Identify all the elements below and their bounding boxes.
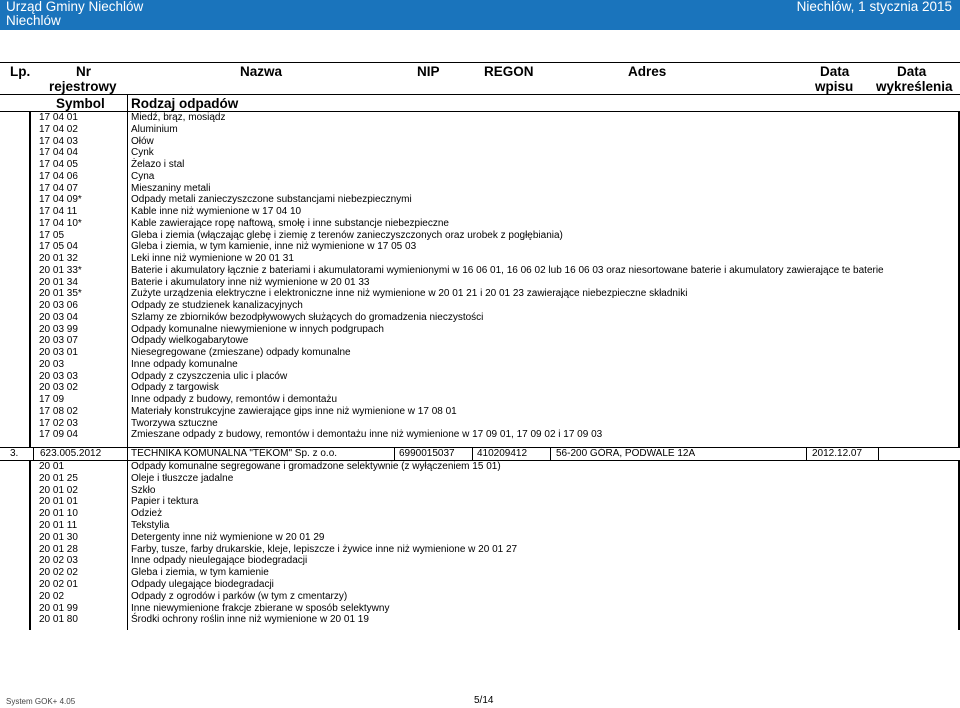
waste-row	[0, 579, 960, 591]
place-date-text: Niechlów, 1 stycznia 2015	[796, 0, 952, 14]
column-adres: Adres	[628, 64, 667, 79]
waste-name: Tekstylia	[131, 520, 170, 531]
entry-divider-6	[806, 447, 807, 460]
entry-nr-rejestrowy: 623.005.2012	[40, 448, 102, 459]
waste-name: Odpady komunalne segregowane i gromadzone selektywnie (z wyłączeniem 15 01)	[131, 461, 501, 472]
waste-row	[0, 359, 960, 371]
waste-code: 17 04 06	[39, 170, 78, 182]
waste-name: Leki inne niż wymienione w 20 01 31	[131, 253, 294, 264]
waste-name: Farby, tusze, farby drukarskie, kleje, lepiszcze i żywice inne niż wymienione w 20 01 27	[131, 543, 518, 555]
waste-name: Żelazo i stal	[131, 159, 185, 170]
waste-name: Szlamy ze zbiorników bezodpływowych służących do gromadzenia nieczystości	[131, 311, 484, 323]
waste-name: Gleba i ziemia (włączając glebę i ziemię z terenów zanieczyszczonych oraz urobek z pogłębiania)	[131, 229, 563, 241]
waste-row	[0, 253, 960, 265]
entry-adres: 56-200 GÓRA, PODWALE 12A	[556, 448, 696, 459]
waste-code: 20 03 99	[39, 323, 78, 335]
waste-code: 20 01 35*	[39, 288, 82, 300]
waste-name: Baterie i akumulatory inne niż wymienione w 20 01 33	[131, 276, 370, 288]
waste-row	[0, 382, 960, 394]
waste-row	[0, 183, 960, 195]
waste-row	[0, 614, 960, 626]
waste-code: 20 01 02	[39, 484, 78, 496]
column-data-wpisu-line2: wpisu	[815, 79, 854, 94]
waste-row	[0, 124, 960, 136]
entry-data-wpisu: 2012.12.07	[812, 448, 863, 459]
page-number: 5/14	[474, 695, 494, 706]
waste-name: Oleje i tłuszcze jadalne	[131, 472, 234, 484]
waste-name: Szkło	[131, 484, 156, 496]
waste-code: 17 04 03	[39, 135, 78, 147]
waste-code: 20 01 30	[39, 531, 78, 543]
waste-code: 20 02	[39, 590, 65, 602]
waste-row	[0, 429, 960, 441]
waste-name: Baterie i akumulatory łącznie z bateriami i akumulatorami wymienionymi w 16 06 01, 16 06 02 lub 16 06 03 oraz niesortowane baterie i akumulatory zawierające te baterie	[131, 264, 884, 276]
waste-name: Inne odpady komunalne	[131, 358, 238, 370]
waste-name: Cynk	[131, 147, 154, 159]
waste-name: Cyna	[131, 170, 155, 182]
waste-name: Ołów	[131, 135, 154, 147]
waste-row	[0, 461, 960, 473]
waste-code: 17 04 04	[39, 147, 78, 159]
office-name-line1: Urząd Gminy Niechlów	[6, 0, 144, 14]
waste-name: Odpady ze studzienek kanalizacyjnych	[131, 300, 303, 311]
waste-row	[0, 394, 960, 406]
waste-code: 20 03 01	[39, 347, 78, 358]
waste-code: 17 08 02	[39, 405, 78, 417]
waste-row	[0, 300, 960, 312]
waste-code: 20 03 07	[39, 335, 78, 347]
waste-code: 20 01 10	[39, 508, 78, 520]
waste-name: Kable zawierające ropę naftową, smołę i inne substancje niebezpieczne	[131, 217, 449, 229]
waste-code: 17 04 05	[39, 159, 78, 170]
entry-nip: 6990015037	[399, 448, 455, 459]
waste-row	[0, 230, 960, 242]
header-mid-rule	[0, 94, 960, 95]
waste-code: 20 01 33*	[39, 264, 82, 276]
waste-code: 17 04 02	[39, 123, 78, 135]
waste-name: Odpady ulegające biodegradacji	[131, 579, 274, 590]
waste-row	[0, 206, 960, 218]
waste-row	[0, 136, 960, 148]
waste-name: Odpady z ogrodów i parków (w tym z cmentarzy)	[131, 590, 348, 602]
waste-row	[0, 112, 960, 124]
waste-row	[0, 508, 960, 520]
waste-name: Inne odpady nieulegające biodegradacji	[131, 555, 308, 567]
waste-name: Materiały konstrukcyjne zawierające gips inne niż wymienione w 17 08 01	[131, 405, 457, 417]
waste-row	[0, 371, 960, 383]
waste-code: 17 04 07	[39, 182, 78, 194]
waste-code: 20 03 02	[39, 382, 78, 394]
waste-code: 20 02 02	[39, 567, 78, 579]
waste-name: Kable inne niż wymienione w 17 04 10	[131, 206, 302, 217]
waste-code: 20 01 80	[39, 614, 78, 626]
waste-name: Zmieszane odpady z budowy, remontów i demontażu inne niż wymienione w 17 09 01, 17 09 02 i 17 09 03	[131, 429, 603, 441]
waste-row	[0, 171, 960, 183]
entry-lp: 3.	[10, 448, 19, 459]
waste-code: 20 01 25	[39, 472, 78, 484]
waste-name: Inne niewymienione frakcje zbierane w sposób selektywny	[131, 602, 390, 614]
waste-code: 20 03 03	[39, 370, 78, 382]
entry-divider-4	[472, 447, 473, 460]
waste-name: Inne odpady z budowy, remontów i demontażu	[131, 394, 338, 405]
waste-code: 17 02 03	[39, 417, 78, 429]
waste-row	[0, 147, 960, 159]
waste-code: 20 02 01	[39, 579, 78, 590]
waste-row	[0, 406, 960, 418]
waste-row	[0, 555, 960, 567]
waste-row	[0, 159, 960, 171]
entry-regon: 410209412	[477, 448, 528, 459]
waste-name: Zużyte urządzenia elektryczne i elektroniczne inne niż wymienione w 20 01 21 i 20 01 23 zawierające niebezpieczne składniki	[131, 288, 688, 300]
column-nazwa: Nazwa	[240, 64, 283, 79]
column-data-wpisu-line1: Data	[820, 64, 850, 79]
waste-row	[0, 335, 960, 347]
waste-name: Odpady z czyszczenia ulic i placów	[131, 370, 288, 382]
waste-name: Mieszaniny metali	[131, 182, 211, 194]
waste-code: 20 03	[39, 358, 65, 370]
waste-code: 17 09	[39, 394, 65, 405]
waste-code: 20 01	[39, 461, 65, 472]
entry-divider-5	[550, 447, 551, 460]
waste-name: Odpady metali zanieczyszczone substancjami niebezpiecznymi	[131, 194, 412, 206]
waste-code: 17 04 10*	[39, 217, 82, 229]
waste-code: 20 01 11	[39, 520, 78, 531]
waste-row	[0, 603, 960, 615]
waste-row	[0, 277, 960, 289]
waste-name: Odpady z targowisk	[131, 382, 219, 394]
waste-name: Miedź, brąz, mosiądz	[131, 112, 226, 123]
waste-row	[0, 496, 960, 508]
waste-row	[0, 324, 960, 336]
waste-code: 20 01 01	[39, 496, 78, 508]
waste-code: 17 05 04	[39, 241, 78, 253]
column-data-wykreslenia-line2: wykreślenia	[876, 79, 953, 94]
document-header	[0, 0, 960, 30]
company-entry-row	[0, 448, 960, 460]
waste-name: Gleba i ziemia, w tym kamienie, inne niż wymienione w 17 05 03	[131, 241, 417, 253]
entry-divider-7	[878, 447, 879, 460]
entry-divider-3	[394, 447, 395, 460]
waste-row	[0, 418, 960, 430]
waste-row	[0, 591, 960, 603]
waste-code: 20 01 34	[39, 276, 78, 288]
waste-name: Odzież	[131, 508, 163, 520]
column-nr-line2: rejestrowy	[49, 79, 117, 94]
office-name	[6, 0, 143, 28]
waste-row	[0, 218, 960, 230]
entry-divider-1	[33, 447, 34, 460]
table-top-rule	[0, 62, 960, 63]
waste-code: 20 01 28	[39, 543, 78, 555]
waste-name: Niesegregowane (zmieszane) odpady komunalne	[131, 347, 351, 358]
column-regon: REGON	[484, 64, 534, 79]
waste-row	[0, 485, 960, 497]
waste-name: Odpady wielkogabarytowe	[131, 335, 249, 347]
waste-name: Gleba i ziemia, w tym kamienie	[131, 567, 269, 579]
waste-code: 17 09 04	[39, 429, 78, 441]
waste-row	[0, 288, 960, 300]
waste-name: Odpady komunalne niewymienione w innych podgrupach	[131, 323, 384, 335]
waste-code: 20 03 06	[39, 300, 78, 311]
waste-row	[0, 473, 960, 485]
entry-divider-2	[127, 447, 128, 460]
column-symbol: Symbol	[56, 96, 105, 111]
waste-row	[0, 194, 960, 206]
waste-code: 17 04 11	[39, 206, 78, 217]
waste-row	[0, 241, 960, 253]
entry-nazwa: TECHNIKA KOMUNALNA "TEKOM" Sp. z o.o.	[131, 448, 338, 459]
column-lp: Lp.	[10, 64, 31, 79]
waste-code: 17 04 01	[39, 112, 78, 123]
waste-code: 17 04 09*	[39, 194, 82, 206]
waste-code: 20 01 99	[39, 602, 78, 614]
waste-code: 20 02 03	[39, 555, 78, 567]
column-data-wykreslenia-line1: Data	[897, 64, 927, 79]
waste-row	[0, 312, 960, 324]
waste-row	[0, 544, 960, 556]
waste-name: Tworzywa sztuczne	[131, 417, 218, 429]
waste-row	[0, 567, 960, 579]
column-nr-line1: Nr	[76, 64, 92, 79]
waste-code: 20 01 32	[39, 253, 78, 264]
waste-name: Aluminium	[131, 123, 178, 135]
waste-row	[0, 347, 960, 359]
waste-name: Papier i tektura	[131, 496, 199, 508]
waste-name: Detergenty inne niż wymienione w 20 01 29	[131, 531, 325, 543]
column-nip: NIP	[417, 64, 440, 79]
waste-code: 20 03 04	[39, 311, 78, 323]
system-footer: System GOK+ 4.05	[6, 697, 76, 706]
waste-row	[0, 520, 960, 532]
waste-name: Środki ochrony roślin inne niż wymienione w 20 01 19	[131, 614, 369, 626]
waste-row	[0, 265, 960, 277]
waste-row	[0, 532, 960, 544]
waste-code: 17 05	[39, 229, 65, 241]
office-name-line2: Niechlów	[6, 13, 61, 28]
column-rodzaj-odpadow: Rodzaj odpadów	[131, 96, 239, 111]
place-date	[797, 0, 952, 14]
